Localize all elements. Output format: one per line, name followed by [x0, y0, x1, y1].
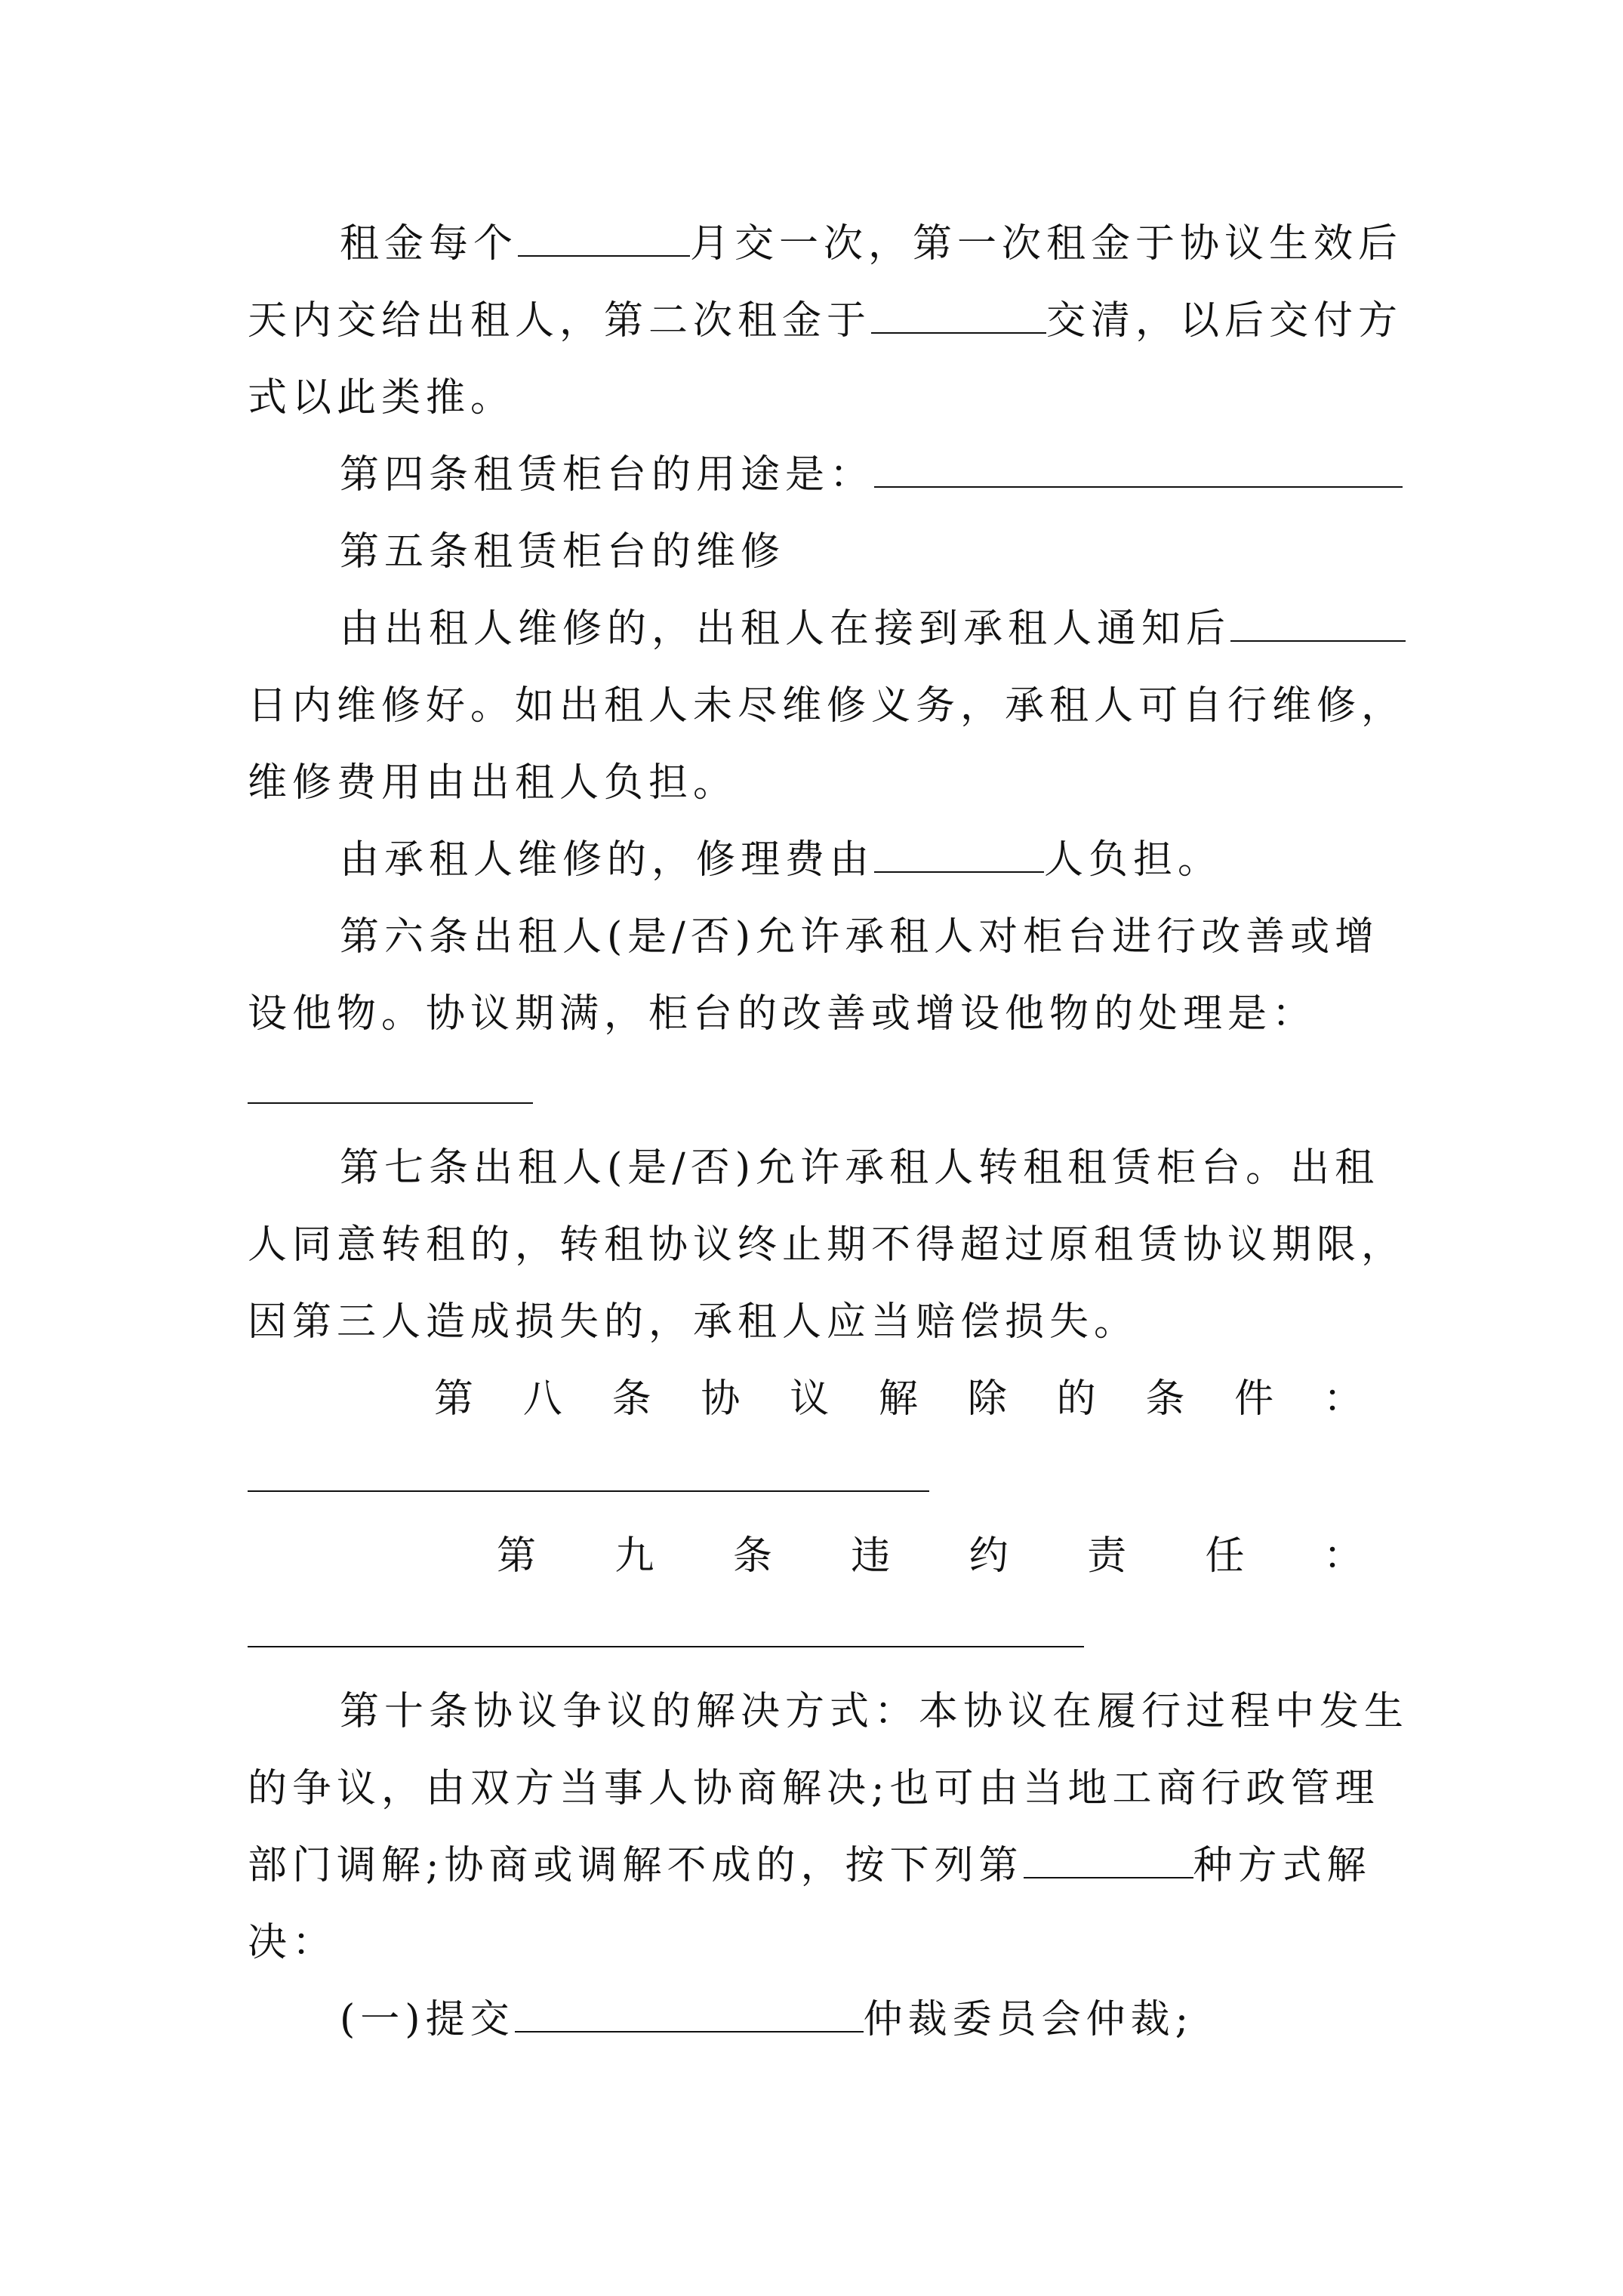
- article-7-line-1: 第七条出租人(是/否)允许承租人转租租赁柜台。出租: [340, 1145, 1380, 1191]
- dispute-method-blank: [1024, 1833, 1193, 1878]
- article-8-title: [434, 1365, 1363, 1433]
- article-9-char: 条: [732, 1533, 772, 1579]
- article-7-line-3: 因第三人造成损失的，承租人应当赔偿损失。: [248, 1299, 1139, 1345]
- article-5-lessor-line-1: [340, 595, 1472, 663]
- article-9-liability-blank: [248, 1646, 1084, 1647]
- article-5-title: 第五条租赁柜台的维修: [340, 529, 786, 575]
- article-8-char: 八: [522, 1376, 562, 1422]
- article-9-char: 约: [969, 1533, 1009, 1579]
- article-4-text: 第四条租赁柜台的用途是：: [340, 452, 875, 498]
- article-10-line-4: 决：: [248, 1920, 337, 1965]
- rent-subsequent-text: 交清，以后交付方: [1046, 298, 1403, 344]
- article-9-char: 任: [1205, 1533, 1245, 1579]
- article-10-line-3: [248, 1832, 1380, 1900]
- article-8-char: 协: [701, 1376, 741, 1422]
- arbitration-option-label: (一)提交: [340, 1997, 515, 2042]
- article-9-title: [497, 1522, 1363, 1590]
- article-9-char: 违: [851, 1533, 891, 1579]
- rent-second-payment-text: 天内交给出租人，第二次租金于: [248, 298, 872, 344]
- repair-cost-party-blank: [874, 827, 1044, 873]
- article-10-method-end: 种方式解: [1193, 1843, 1372, 1888]
- article-6-line-1: 第六条出租人(是/否)允许承租人对柜台进行改善或增: [340, 914, 1380, 960]
- article-10-line-1: 第十条协议争议的解决方式：本协议在履行过程中发生: [340, 1689, 1409, 1734]
- article-9-char: 责: [1087, 1533, 1127, 1579]
- article-5-lessee-line: [340, 826, 1472, 894]
- article-8-conditions-blank: [248, 1490, 929, 1492]
- article-10-line-2: 的争议，由双方当事人协商解决;也可由当地工商行政管理: [248, 1766, 1380, 1811]
- article-8-char: 条: [1145, 1376, 1185, 1422]
- article-5-lessee-text: 由承租人维修的，修理费由: [340, 837, 875, 883]
- rent-frequency-label: 租金每个: [340, 221, 519, 267]
- article-9-char: ：: [1323, 1533, 1363, 1579]
- article-8-char: ：: [1323, 1376, 1363, 1422]
- article-4-purpose-blank: [874, 442, 1403, 488]
- article-5-lessor-line-2: 日内维修好。如出租人未尽维修义务，承租人可自行维修，: [248, 683, 1406, 729]
- article-8-char: 的: [1056, 1376, 1096, 1422]
- article-5-lessor-line-3: 维修费用由出租人负担。: [248, 760, 738, 806]
- article-8-char: 除: [967, 1376, 1007, 1422]
- rent-payment-line-3: 式以此类推。: [248, 375, 516, 421]
- article-4: [340, 441, 1472, 509]
- article-10-method-text: 部门调解;协商或调解不成的，按下列第: [248, 1843, 1024, 1888]
- arbitration-commission-blank: [515, 1987, 864, 2032]
- article-9-char: 九: [614, 1533, 654, 1579]
- article-5-lessee-end: 人负担。: [1044, 837, 1223, 883]
- article-7-line-2: 人同意转租的，转租协议终止期不得超过原租赁协议期限，: [248, 1222, 1406, 1268]
- article-9-char: 第: [497, 1533, 537, 1579]
- article-8-char: 条: [611, 1376, 651, 1422]
- article-8-char: 议: [790, 1376, 830, 1422]
- arbitration-option-text: 仲裁委员会仲裁;: [863, 1997, 1194, 2042]
- article-8-char: 第: [434, 1376, 474, 1422]
- rent-payment-line-2: [248, 287, 1403, 355]
- repair-days-blank: [1230, 596, 1406, 642]
- rent-months-blank: [518, 211, 690, 257]
- article-6-line-2: 设他物。协议期满，柜台的改善或增设他物的处理是：: [248, 991, 1317, 1037]
- arbitration-option: [340, 1986, 1472, 2054]
- article-8-char: 件: [1234, 1376, 1274, 1422]
- rent-first-payment-text: 月交一次，第一次租金于协议生效后: [690, 221, 1403, 267]
- article-8-char: 解: [878, 1376, 918, 1422]
- article-6-disposal-blank: [248, 1102, 533, 1104]
- rent-payment-line-1: [340, 210, 1472, 278]
- rent-second-date-blank: [871, 288, 1046, 334]
- article-5-lessor-text: 由出租人维修的，出租人在接到承租人通知后: [340, 606, 1231, 652]
